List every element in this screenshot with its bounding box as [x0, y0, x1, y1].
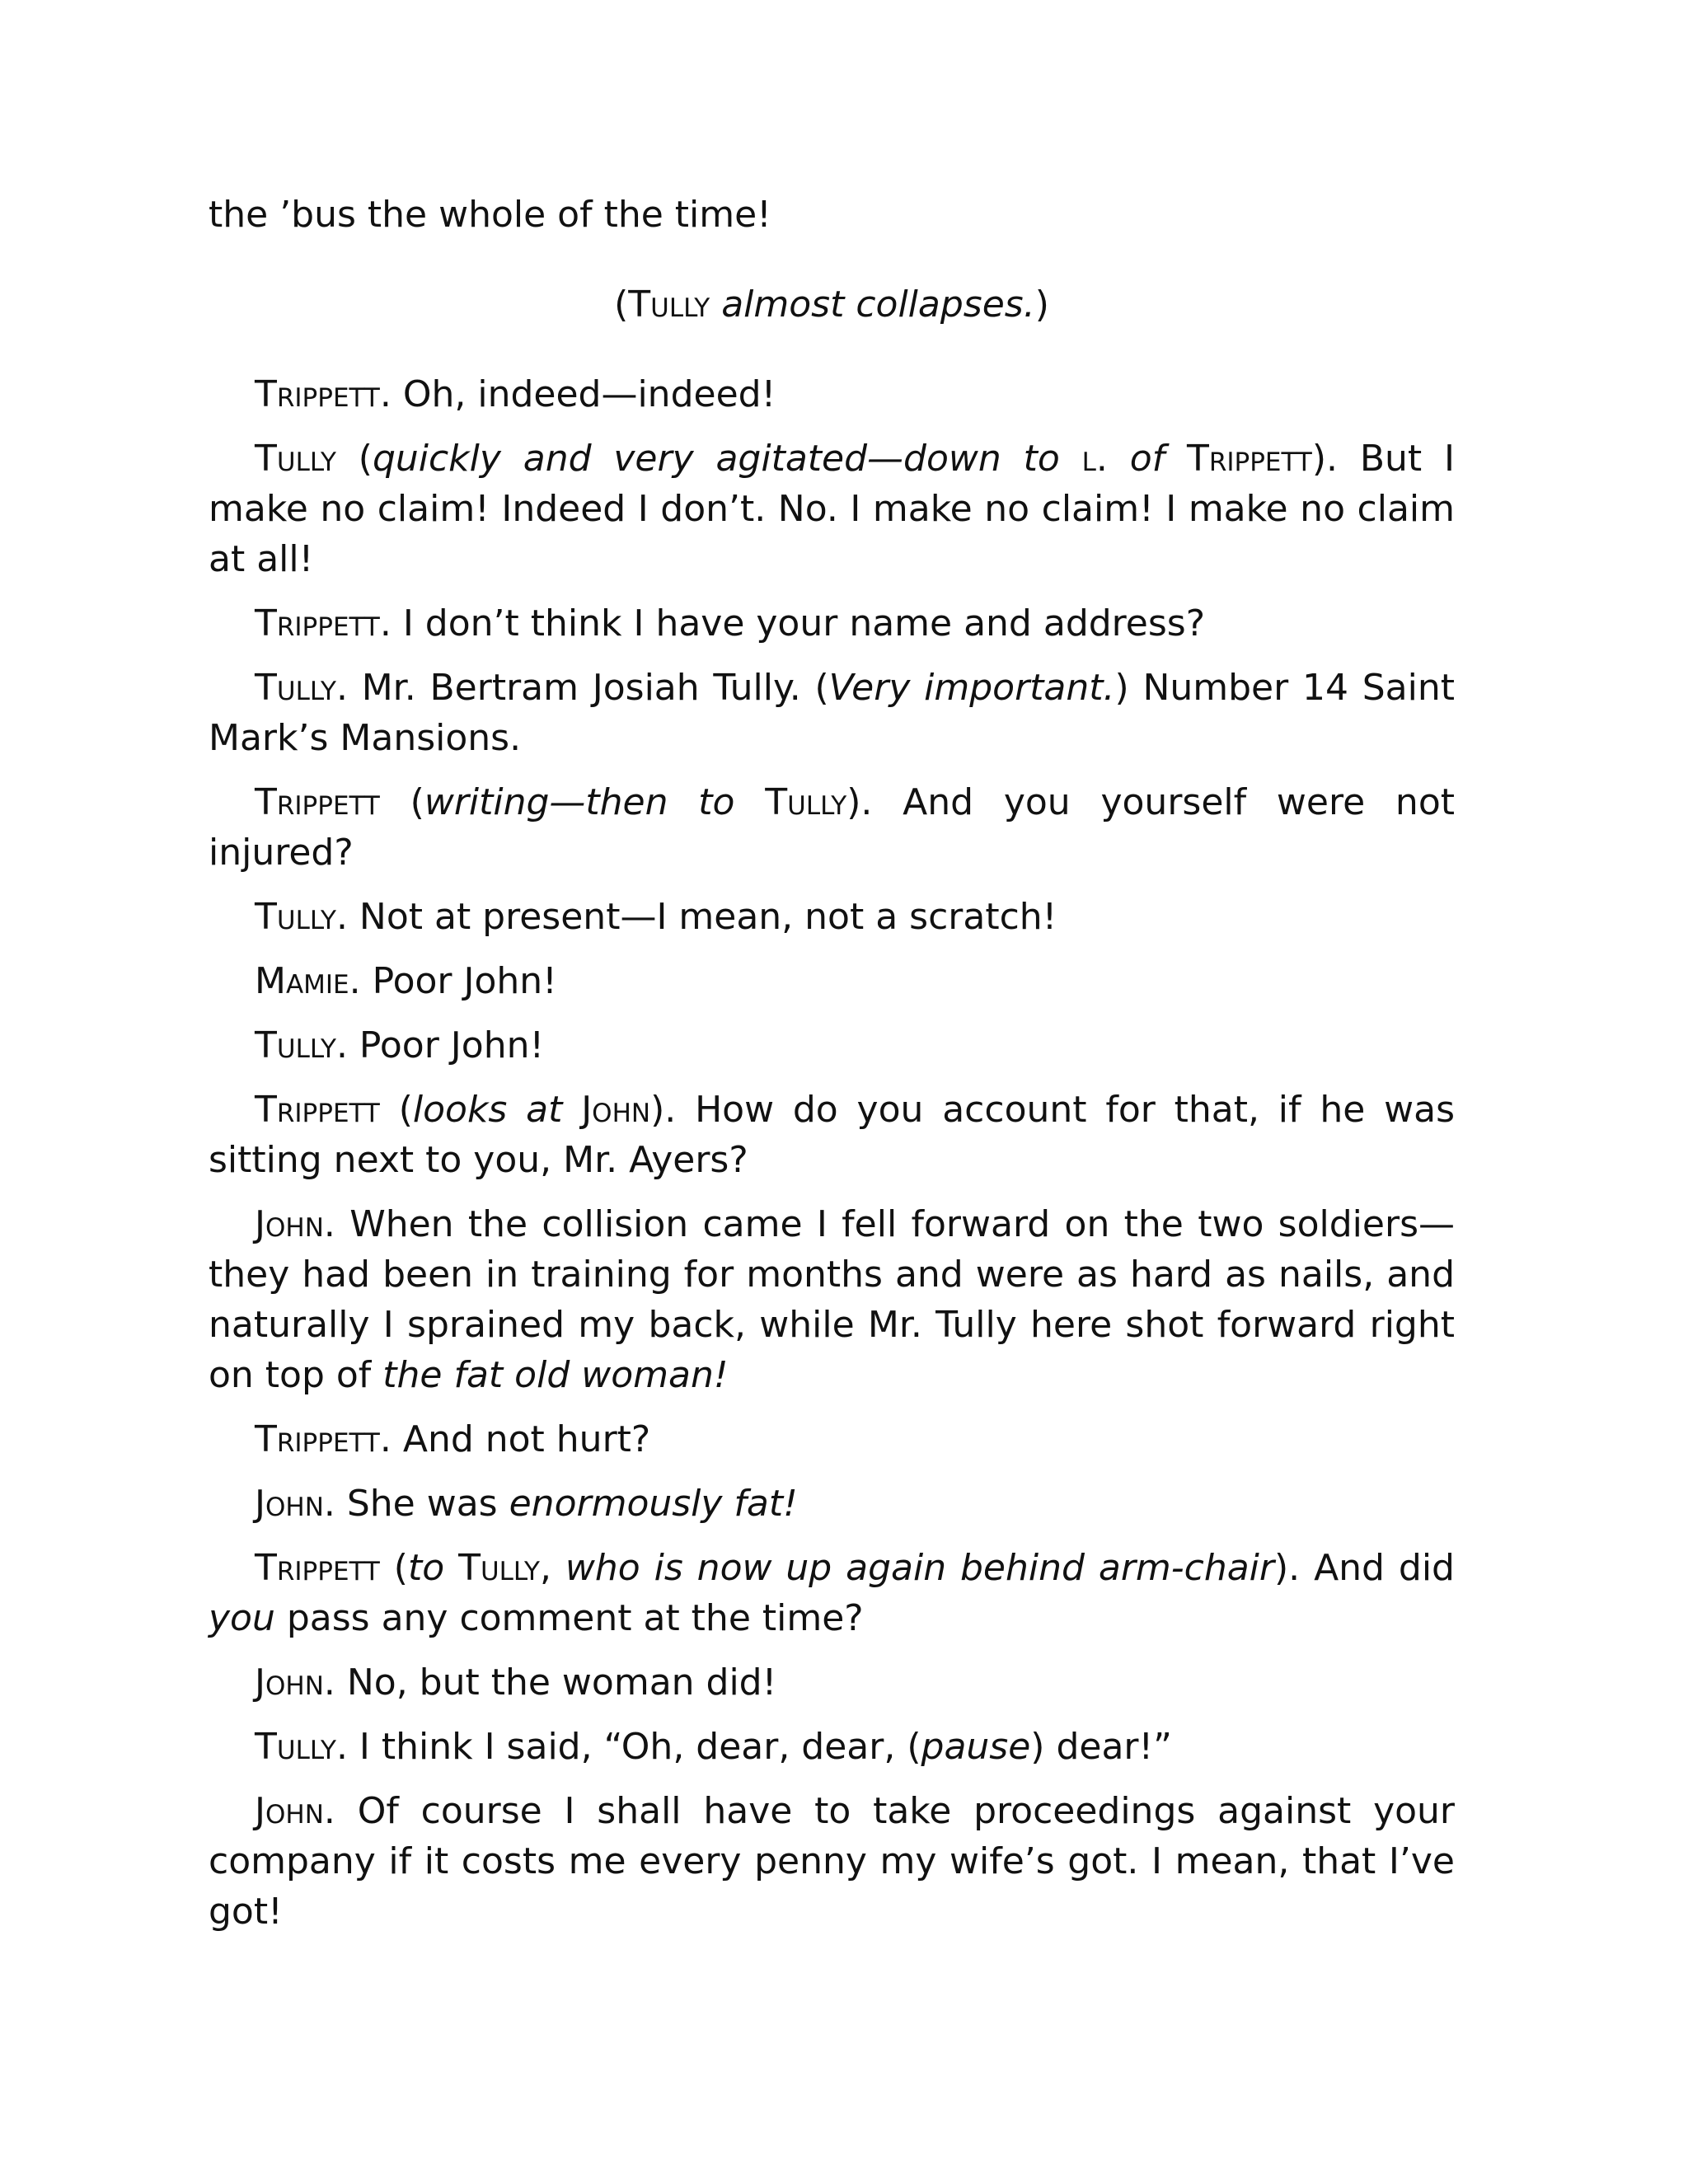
character-name: John — [255, 1203, 324, 1245]
speech-text: . Mr. Bertram Josiah Tully. ( — [335, 667, 829, 709]
stage-direction-text: pause — [921, 1726, 1031, 1768]
speech-line — [209, 598, 1455, 649]
stage-direction-text: almost collapses. — [710, 284, 1035, 326]
speech-line — [209, 1414, 1455, 1465]
character-name: Trippett — [255, 373, 380, 415]
speech-text: ). How do you account for that, if he was sitting next to you, Mr. Ayers? — [209, 1089, 1455, 1181]
character-name: Tully — [255, 1024, 336, 1066]
speech-text: . I don’t think I have your name and address? — [379, 602, 1206, 644]
speech-line — [209, 434, 1455, 584]
speech-text: . And not hurt? — [379, 1418, 651, 1460]
speech-text: . I think I said, “Oh, dear, dear, ( — [335, 1726, 921, 1768]
stage-direction-text: enormously fat! — [509, 1483, 798, 1525]
speech-line — [209, 1199, 1455, 1400]
character-name: Trippett — [255, 1089, 380, 1131]
character-name: John — [255, 1483, 324, 1525]
speech-text: ). And did — [1274, 1547, 1455, 1589]
speech-text: ) Number 14 Saint Mark’s Mansions. — [209, 667, 1455, 759]
character-name: John — [255, 1661, 324, 1704]
speech-text: . Poor John! — [349, 960, 557, 1002]
character-name: John — [255, 1790, 324, 1832]
stage-direction-text: Very important. — [828, 667, 1115, 709]
speech-line — [209, 956, 1455, 1006]
speech-line — [209, 1020, 1455, 1071]
character-name: Trippett — [255, 602, 380, 644]
stage-direction-character: Tully — [628, 284, 710, 326]
stage-direction-text: the fat old woman! — [382, 1354, 729, 1396]
speech-line — [209, 1657, 1455, 1708]
character-name: Trippett — [255, 781, 380, 823]
speech-line — [209, 1543, 1455, 1643]
character-name: Tully — [255, 896, 336, 938]
stage-direction-text: you — [209, 1597, 275, 1639]
speech-line — [209, 1479, 1455, 1529]
speech-text: ( — [379, 1089, 413, 1131]
character-name: Tully — [765, 781, 847, 823]
speech-line — [209, 1722, 1455, 1772]
speech-text: ( — [379, 1547, 408, 1589]
stage-direction-text: quickly and very agitated—down to — [372, 438, 1082, 480]
speech-line — [209, 369, 1455, 419]
stage-direction — [209, 279, 1455, 330]
character-name: Trippett — [255, 1418, 380, 1460]
stage-direction-text: who is now up again behind arm-chair — [565, 1547, 1274, 1589]
speech-text: ). And you yourself were not injured? — [209, 781, 1455, 874]
speech-text: ( — [335, 438, 373, 480]
stage-direction-text: looks at — [412, 1089, 582, 1131]
speech-line — [209, 1786, 1455, 1937]
character-name: Tully — [255, 438, 336, 480]
character-name: Trippett — [1186, 438, 1312, 480]
stage-direction-text: to — [407, 1547, 459, 1589]
speech-line — [209, 777, 1455, 878]
continued-line: the ’bus the whole of the time! — [209, 194, 771, 236]
speech-text: . She was — [323, 1483, 509, 1525]
character-name: Tully — [458, 1547, 540, 1589]
stage-direction-text: writing—then to — [424, 781, 766, 823]
stage-direction-open: ( — [614, 284, 629, 326]
speech-text: . Poor John! — [335, 1024, 545, 1066]
speech-text: . Of course I shall have to take proceedings against your company if it costs me every penny my wife’s got. I mean, that I’ve got! — [209, 1790, 1455, 1933]
character-name: John — [581, 1089, 651, 1131]
speech-text: . Not at present—I mean, not a scratch! — [335, 896, 1057, 938]
speech-line — [209, 663, 1455, 763]
speech-line — [209, 892, 1455, 942]
character-name: Trippett — [255, 1547, 380, 1589]
character-name: Tully — [255, 1726, 336, 1768]
character-name: Mamie — [255, 960, 349, 1002]
stage-direction-close: ) — [1034, 284, 1049, 326]
speech-text: . When the collision came I fell forward on the two soldiers—they had been in training for months and were as hard as nails, and naturally I sprained my back, while Mr. Tully here shot forward right on top of — [209, 1203, 1455, 1396]
speech-text: ) dear!” — [1030, 1726, 1172, 1768]
speech-text: , — [540, 1547, 565, 1589]
speech-text: . No, but the woman did! — [323, 1661, 777, 1704]
speech-text: ( — [379, 781, 424, 823]
speech-line — [209, 1085, 1455, 1185]
speech-text: ). But I make no claim! Indeed I don’t. No. I make no claim! I make no claim at all! — [209, 438, 1455, 580]
speech-text: . Oh, indeed—indeed! — [379, 373, 776, 415]
character-name: l. — [1081, 438, 1108, 480]
character-name: Tully — [255, 667, 336, 709]
speech-text: pass any comment at the time? — [274, 1597, 864, 1639]
stage-direction-text: of — [1107, 438, 1187, 480]
dialogue — [209, 369, 1455, 1937]
script-page — [209, 190, 1455, 1951]
